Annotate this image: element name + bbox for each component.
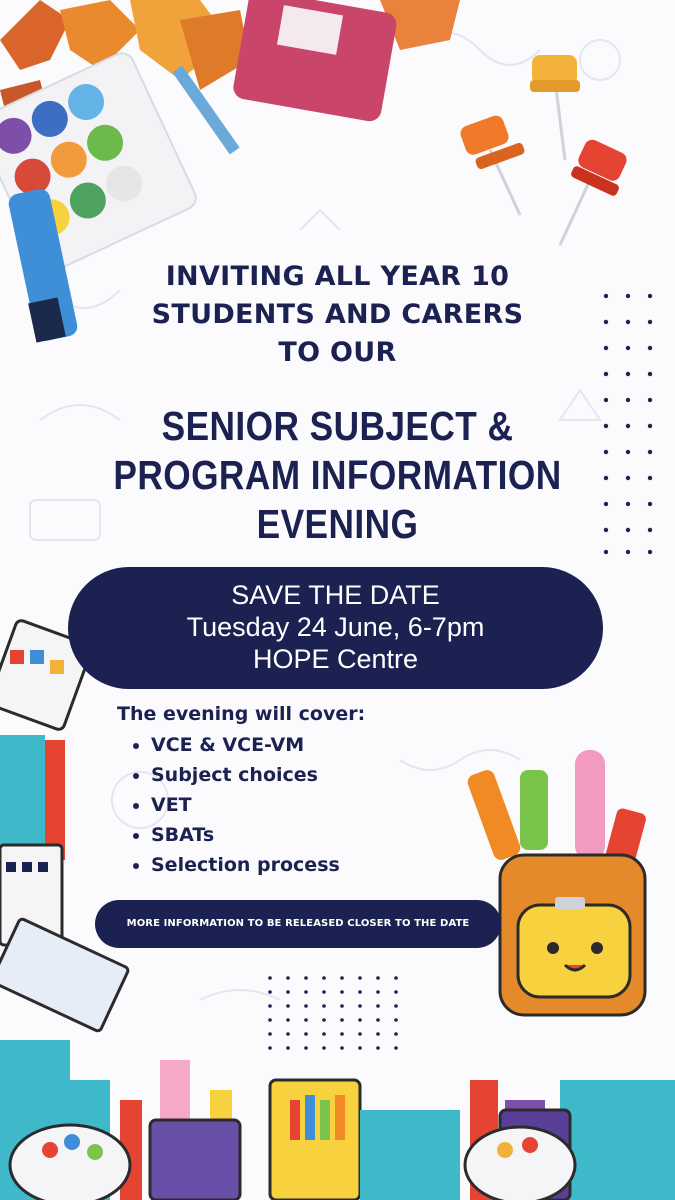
push-pin-icon — [458, 55, 629, 245]
list-item: • Subject choices — [151, 760, 365, 790]
invitation-line-2: STUDENTS AND CARERS — [151, 299, 524, 330]
list-item: • SBATs — [151, 820, 365, 850]
coverage-heading: The evening will cover: — [117, 703, 366, 725]
event-title-line-2: PROGRAM INFORMATION — [113, 452, 562, 498]
list-item: • VET — [151, 790, 365, 820]
invitation-heading — [0, 258, 675, 372]
event-date-time: Tuesday 24 June, 6-7pm — [186, 612, 485, 642]
invitation-line-3: TO OUR — [278, 337, 397, 368]
backpack-icon — [465, 750, 647, 1015]
coverage-section — [117, 700, 365, 880]
coverage-list — [117, 730, 365, 880]
dot-grid-bottom — [268, 976, 398, 1050]
event-location: HOPE Centre — [252, 644, 419, 674]
notebook-icon — [232, 0, 399, 123]
save-the-date-banner — [68, 567, 603, 689]
event-title-line-1: SENIOR SUBJECT & — [161, 403, 514, 449]
event-title — [47, 402, 628, 549]
save-the-date-heading: SAVE THE DATE — [231, 580, 440, 610]
more-info-banner: MORE INFORMATION TO BE RELEASED CLOSER TO THE DATE — [95, 900, 501, 948]
event-title-line-3: EVENING — [256, 501, 419, 547]
list-item: • VCE & VCE-VM — [151, 730, 365, 760]
list-item: • Selection process — [151, 850, 365, 880]
invitation-line-1: INVITING ALL YEAR 10 — [165, 261, 510, 292]
